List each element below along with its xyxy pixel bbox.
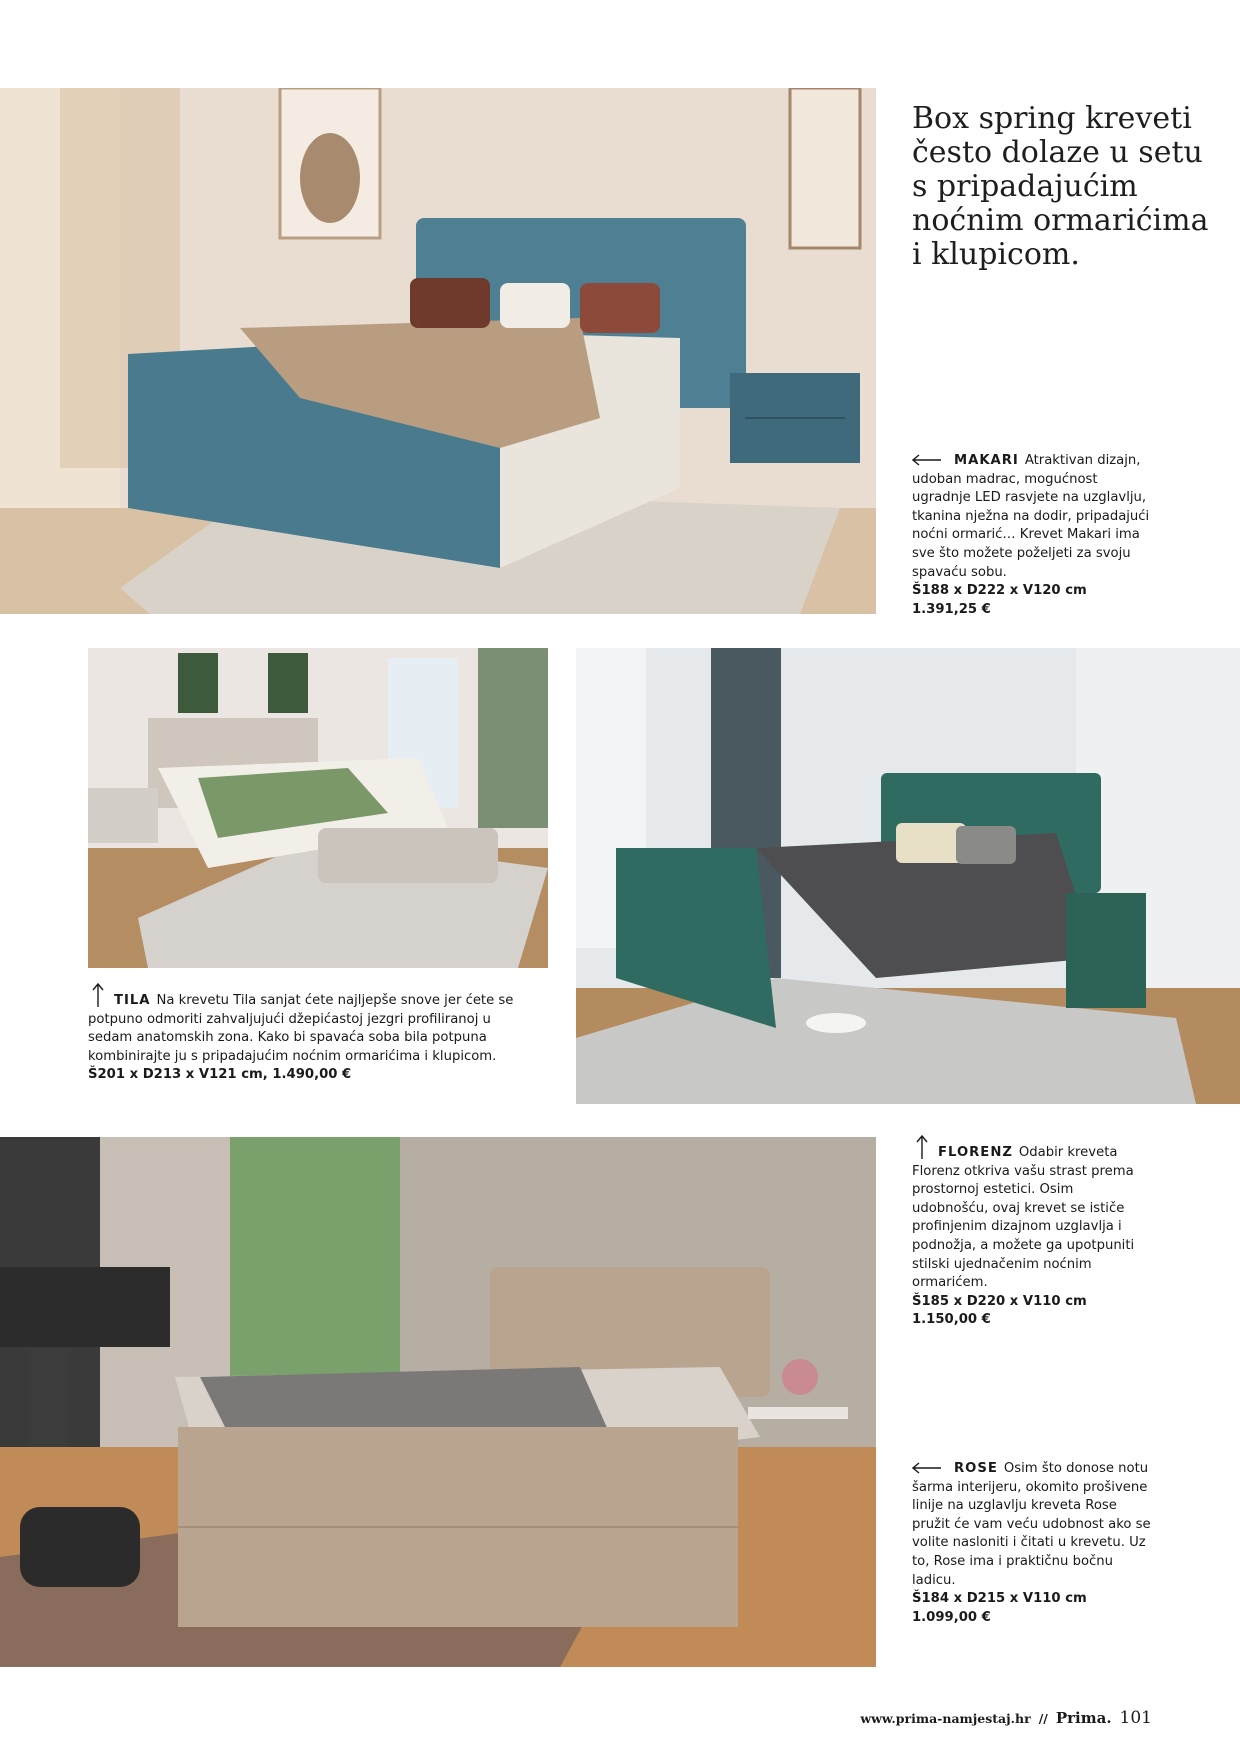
makari-name: MAKARI	[954, 453, 1019, 468]
florenz-name: FLORENZ	[938, 1145, 1013, 1160]
rose-text: Osim što donose notu šarma interijeru, okomito prošivene linije na uzglavlju kreveta Rose pružit će vam veću udobnost ako se volite nasloniti i čitati u krevetu. Uz to, Rose ima i praktičnu bočnu ladicu.	[912, 1461, 1151, 1588]
florenz-text: Odabir kreveta Florenz otkriva vašu strast prema prostornoj estetici. Osim udobnošću, ovaj krevet se ističe profinjenim dizajnom uzglavlja i podnožja, a možete ga upotpuniti stilski ujednačenim noćnim ormarićem.	[912, 1145, 1135, 1291]
page-number: 101	[1119, 1708, 1152, 1728]
headline: Box spring kreveti često dolaze u setu s pripadajućim noćnim ormarićima i klupicom.	[912, 101, 1209, 272]
rose-name: ROSE	[954, 1461, 998, 1476]
brand-logo: Prima.	[1055, 1709, 1112, 1727]
rose-price: 1.099,00 €	[912, 1609, 991, 1625]
arrow-up-icon	[88, 982, 108, 1008]
rose-bed-photo	[0, 1137, 876, 1667]
arrow-left-icon	[912, 454, 942, 466]
florenz-description	[912, 1134, 1152, 1330]
makari-price: 1.391,25 €	[912, 601, 991, 617]
tila-dims-price: Š201 x D213 x V121 cm, 1.490,00 €	[88, 1067, 352, 1083]
page-footer	[860, 1708, 1152, 1728]
makari-text: Atraktivan dizajn, udoban madrac, mogućnost ugradnje LED rasvjete na uzglavlju, tkanina nježna na dodir, pripadajući noćni ormarić… Krevet Makari ima sve što možete poželjeti za svoju spavaću sobu.	[912, 453, 1150, 580]
rose-description	[912, 1460, 1152, 1627]
tila-name: TILA	[114, 993, 151, 1008]
arrow-left-icon	[912, 1462, 942, 1474]
florenz-dims: Š185 x D220 x V110 cm	[912, 1293, 1087, 1309]
arrow-up-icon	[912, 1134, 932, 1160]
makari-bed-photo	[0, 88, 876, 614]
rose-dims: Š184 x D215 x V110 cm	[912, 1591, 1087, 1607]
florenz-bed-photo	[576, 648, 1240, 1104]
tila-bed-photo	[88, 648, 548, 968]
tila-text: Na krevetu Tila sanjat ćete najljepše snove jer ćete se potpuno odmoriti zahvaljujući džepićastoj jezgri profiliranoj u sedam anatomskih zona. Kako bi spavaća soba bila potpuna kombinirajte ju s pripadajućim noćnim ormarićima i klupicom.	[88, 993, 514, 1064]
makari-description	[912, 452, 1152, 619]
footer-separator: //	[1038, 1711, 1048, 1726]
makari-dims: Š188 x D222 x V120 cm	[912, 583, 1087, 599]
tila-description	[88, 982, 528, 1085]
website-link[interactable]: www.prima-namjestaj.hr	[860, 1711, 1031, 1726]
florenz-price: 1.150,00 €	[912, 1312, 991, 1328]
